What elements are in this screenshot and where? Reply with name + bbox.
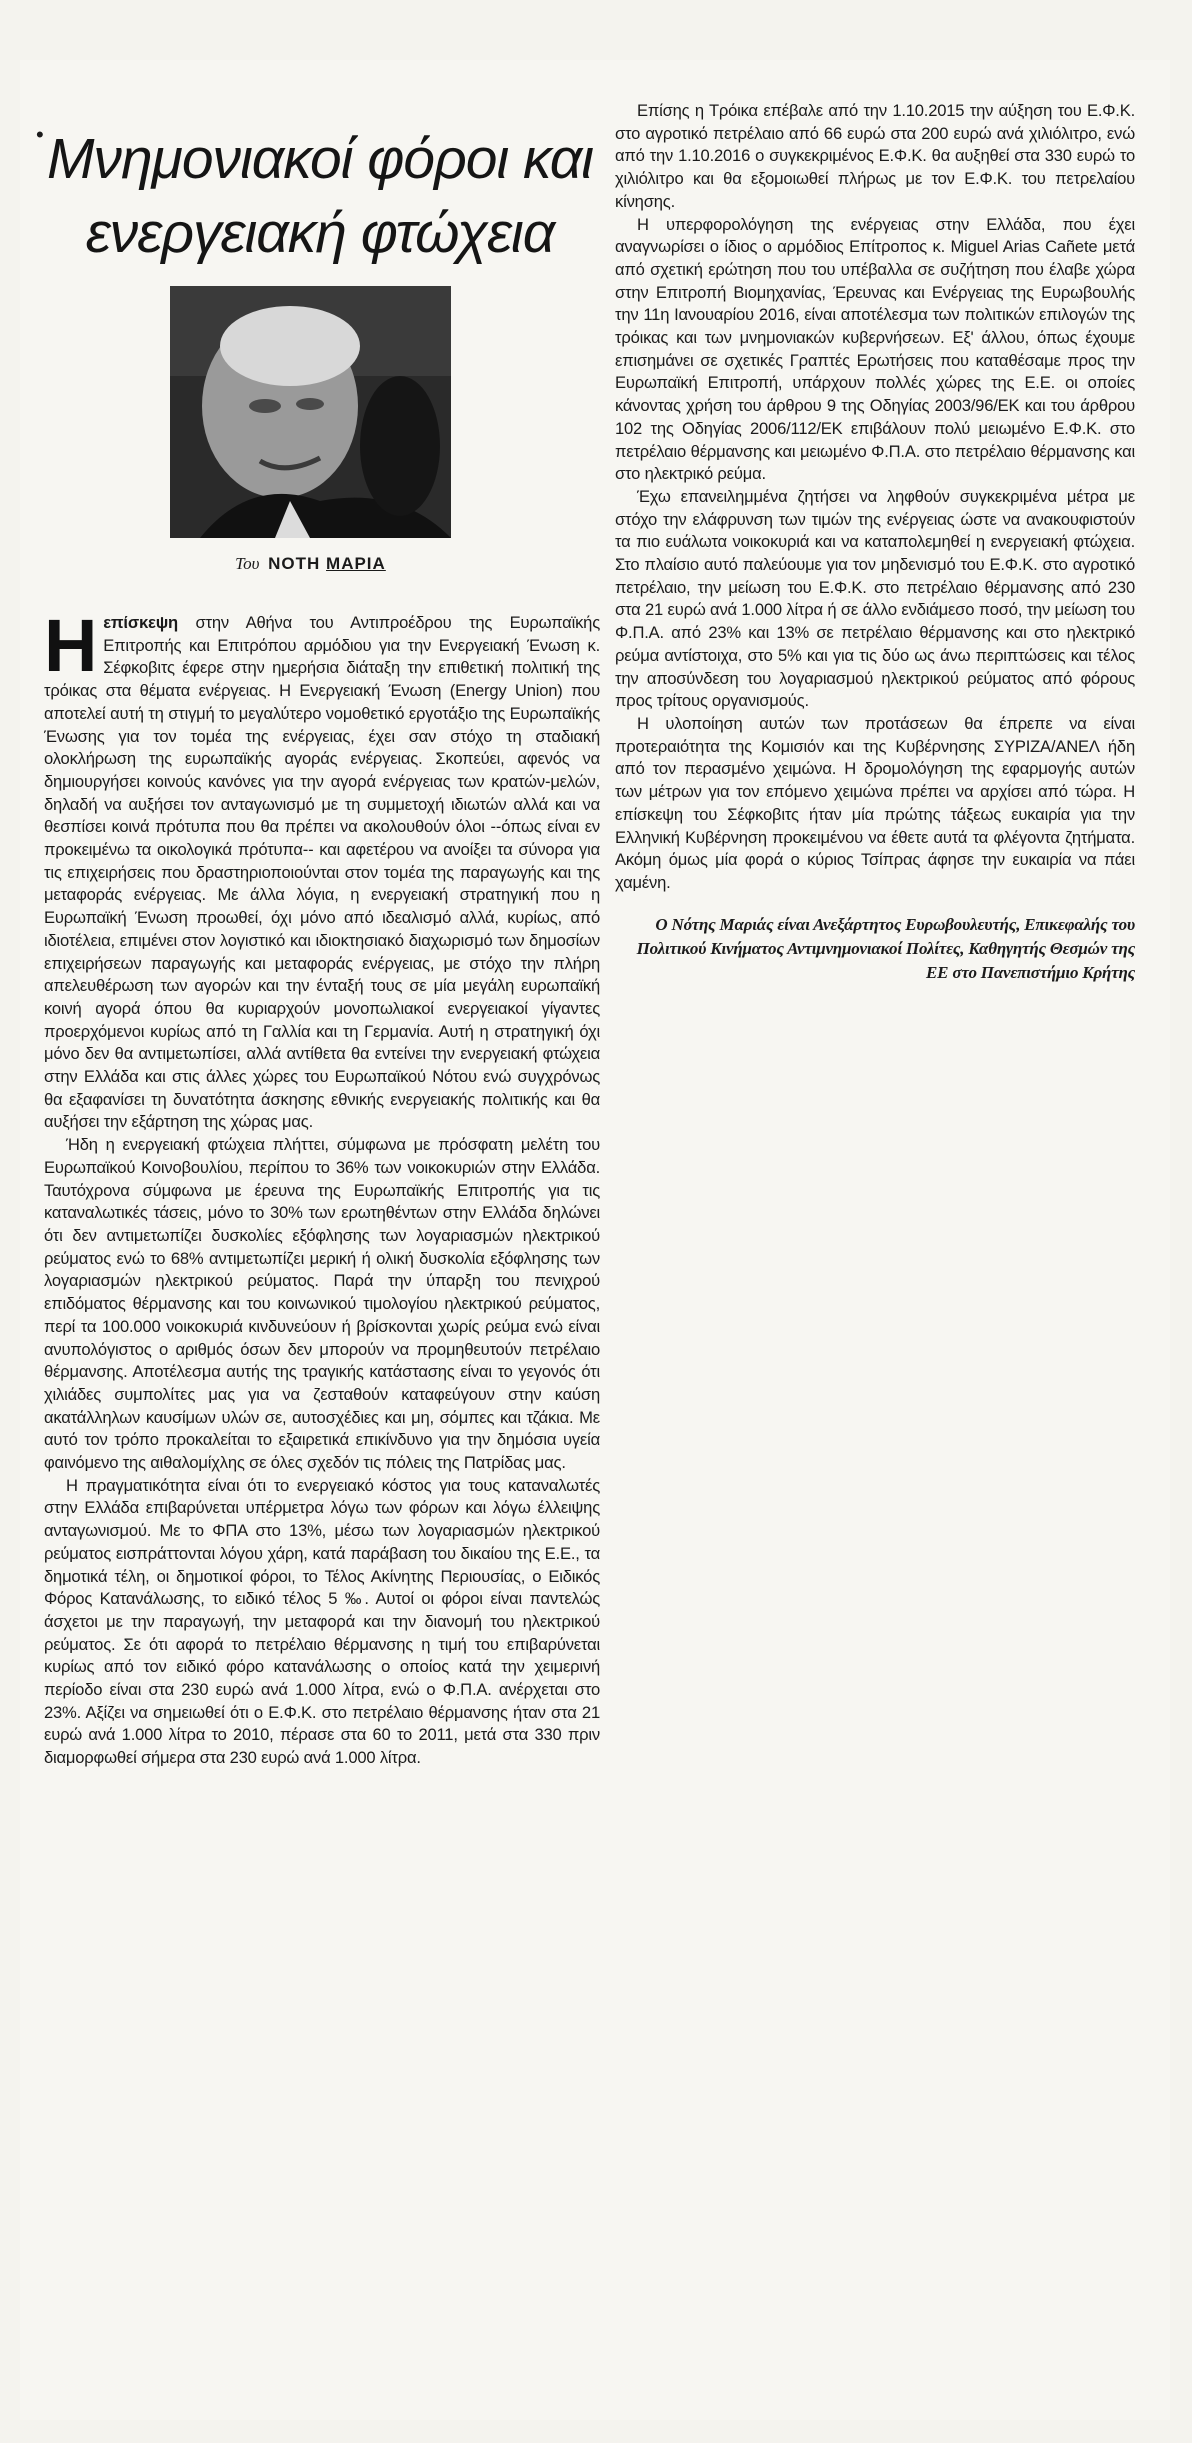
article-body-left xyxy=(44,604,600,1770)
byline-prefix: Του xyxy=(235,554,260,573)
drop-cap: Η xyxy=(44,604,98,687)
paragraph: Επίσης η Τρόικα επέβαλε από την 1.10.2015 την αύξηση του Ε.Φ.Κ. στο αγροτικό πετρέλαιο από 66 ευρώ στα 200 ευρώ ανά χιλιόλιτρο, ενώ από την 1.10.2016 ο συγκεκριμένος Ε.Φ.Κ. θα αυξηθεί στα 330 ευρώ το χιλιόλιτρο και θα εξομοιωθεί πλήρως με τον Ε.Φ.Κ. του πετρελαίου κίνησης. xyxy=(615,101,1135,211)
article-body-right xyxy=(615,100,1135,985)
author-bio: Ο Νότης Μαριάς είναι Ανεξάρτητος Ευρωβουλευτής, Επικεφαλής του Πολιτικού Κινήματος Αντιμνημονιακοί Πολίτες, Καθηγητής Θεσμών της ΕΕ στο Πανεπιστήμιο Κρήτης xyxy=(636,914,1135,982)
paragraph: Έχω επανειλημμένα ζητήσει να ληφθούν συγκεκριμένα μέτρα με στόχο την ελάφρυνση των τιμών της ενέργειας ώστε να ανακουφιστούν τα πιο ευάλωτα νοικοκυριά και να καταπολεμηθεί η ενεργειακή φτώχεια. Στο πλαίσιο αυτό παλεύουμε για τον μηδενισμό του Ε.Φ.Κ. στο αγροτικό πετρέλαιο, την μείωση του Ε.Φ.Κ. στο πετρέλαιο θέρμανσης από 230 στα 21 ευρώ ανά 1.000 λίτρα ή σε άλλο ενδιάμεσο ποσό, την μείωση του Φ.Π.Α. από 23% και 13% σε πετρέλαιο θέρμανσης και στο ηλεκτρικό ρεύμα αντίστοιχα, στο 5% και για τις δύο ως άνω περιπτώσεις και τέλος την αποσύνδεση του λογαριασμού ηλεκτρικού ρεύματος από φόρους προς τρίτους οργανισμούς. xyxy=(615,486,1135,711)
paragraph-text: στην Αθήνα του Αντιπροέδρου της Ευρωπαϊκής Επιτροπής και Επιτρόπου αρμόδιου για την Ενεργειακή Ένωση κ. Σέφκοβιτς έφερε στην ημερήσια διάταξη την επιθετική πολιτική της τρόικας στα θέματα ενέργειας. Η Ενεργειακή Ένωση (Energy Union) που αποτελεί αυτή τη στιγμή το μεγαλύτερο νομοθετικό εργοτάξιο της Ευρωπαϊκής Ένωσης για τον τομέα της ενέργειας, έχει σαν στόχο τη σταδιακή ολοκλήρωση της ευρωπαϊκής αγοράς ενέργειας. Σκοπεύει, αφενός να δημιουργήσει κοινούς κανόνες για την αγορά ενέργειας των κρατών-μελών, δηλαδή να αυξήσει τον ανταγωνισμό με τη συμμετοχή ιδιωτών αλλά και να θεσπίσει κοινά πρότυπα που θα πρέπει να ακολουθούν όλοι --όπως είναι εν προκειμένω τα οικολογικά πρότυπα-- και αφετέρου να ανοίξει τα σύνορα για τις επιχειρήσεις που δραστηριοποιούνται στον τομέα της παραγωγής και της μεταφοράς ενέργειας. Με άλλα λόγια, η ενεργειακή στρατηγική που η Ευρωπαϊκή Ένωση προωθεί, όχι μόνο από ιδεαλισμό αλλά, κυρίως, από ιδιοτέλεια, επιμένει στον λογιστικό και ιδιοκτησιακό διαχωρισμό των δημοσίων επιχειρήσεων παραγωγής και μεταφοράς ενέργειας, με στόχο την πλήρη απελευθέρωση των αγορών και την ένταξή τους σε μία μεγάλη ευρωπαϊκή κοινή αγορά όπου θα κυριαρχούν μονοπωλιακοί ενεργειακοί γίγαντες προερχόμενοι κυρίως από τη Γαλλία και τη Γερμανία. Αυτή η στρατηγική όχι μόνο δεν θα αντιμετωπίσει, αλλά αντίθετα θα εντείνει την ενεργειακή φτώχεια στην Ελλάδα και στις άλλες χώρες του Ευρωπαϊκού Νότου ενώ συγχρόνως θα εξαφανίσει τη δυνατότητα άσκησης εθνικής ενεργειακής πολιτικής και θα αυξήσει την εξάρτηση της χώρας μας. xyxy=(44,613,600,1132)
author-photo xyxy=(170,286,451,538)
bullet-mark: • xyxy=(36,122,44,147)
paragraph: Η υλοποίηση αυτών των προτάσεων θα έπρεπε να είναι προτεραιότητα της Κομισιόν και της Κυβέρνησης ΣΥΡΙΖΑ/ΑΝΕΛ ήδη από τον περασμένο χειμώνα. Η δρομολόγηση της εφαρμογής αυτών των μέτρων για τον επόμενο χειμώνα πρέπει να αρχίσει από τώρα. Η επίσκεψη του Σέφκοβιτς ήταν μία πρώτης τάξεως ευκαιρία για την Ελληνική Κυβέρνηση προκειμένου να έθετε αυτά τα φλέγοντα ζητήματα. Ακόμη όμως μία φορά ο κύριος Τσίπρας άφησε την ευκαιρία να πάει χαμένη. xyxy=(615,713,1135,892)
author-last-name: ΜΑΡΙΑ xyxy=(326,554,386,573)
author-first-name: ΝΟΤΗ xyxy=(268,554,321,573)
author-name xyxy=(268,554,386,573)
paragraph: Ήδη η ενεργειακή φτώχεια πλήττει, σύμφωνα με πρόσφατη μελέτη του Ευρωπαϊκού Κοινοβουλίου, περίπου το 36% των νοικοκυριών στην Ελλάδα. Ταυτόχρονα σύμφωνα με έρευνα της Ευρωπαϊκής Επιτροπής για τις καταναλωτικές τάσεις, μόνο το 30% των ερωτηθέντων στην Ελλάδα δηλώνει ότι δεν αντιμετωπίζει δυσκολίες εξόφλησης των λογαριασμών ηλεκτρικού ρεύματος ενώ το 68% αντιμετωπίζει μερική ή ολική δυσκολία εξόφλησης των λογαριασμών ηλεκτρικού ρεύματος. Παρά την ύπαρξη του πενιχρού επιδόματος θέρμανσης και του κοινωνικού τιμολογίου ηλεκτρικού ρεύματος, περί τα 100.000 νοικοκυριά κινδυνεύουν ή βρίσκονται χωρίς ρεύμα ενώ είναι ανυπολόγιστος ο αριθμός όσων δεν μπορούν να προμηθευτούν πετρέλαιο θέρμανσης. Αποτέλεσμα αυτής της τραγικής κατάστασης είναι το γεγονός ότι χιλιάδες συμπολίτες μας για να ζεσταθούν καταφεύγουν στην καύση ακατάλληλων καυσίμων υλών σε, αυτοσχέδιες και μη, σόμπες και τζάκια. Με αυτό τον τρόπο προκαλείται το εξαιρετικά επικίνδυνο για την δημόσια υγεία φαινόμενο της αιθαλομίχλης σε όλες σχεδόν τις πόλεις της Πατρίδας μας. xyxy=(44,1135,600,1473)
paragraph: Η πραγματικότητα είναι ότι το ενεργειακό κόστος για τους καταναλωτές στην Ελλάδα επιβαρύνεται υπέρμετρα λόγω των φόρων και λόγω έλλειψης ανταγωνισμού. Με το ΦΠΑ στο 13%, μέσω των λογαριασμών ηλεκτρικού ρεύματος εισπράττονται λόγου χάρη, κατά παράβαση του δικαίου της Ε.Ε., τα δημοτικά τέλη, οι δημοτικοί φόροι, το Τέλος Ακίνητης Περιουσίας, ο Ειδικός Φόρος Κατανάλωσης, το ειδικό τέλος 5 ‰. Αυτοί οι φόροι είναι παντελώς άσχετοι με την παραγωγή, την μεταφορά και την διανομή του ηλεκτρικού ρεύματος. Σε ότι αφορά το πετρέλαιο θέρμανσης η τιμή του επιβαρύνεται κυρίως από τον ειδικό φόρο κατανάλωσης ο οποίος κατά την χειμερινή περίοδο είναι στα 230 ευρώ ανά 1.000 λίτρα, ενώ ο Φ.Π.Α. ανέρχεται στο 23%. Αξίζει να σημειωθεί ότι ο Ε.Φ.Κ. στο πετρέλαιο θέρμανσης ήταν στα 21 ευρώ ανά 1.000 λίτρα το 2010, πέρασε στα 60 το 2011, μετά στα 330 πριν διαμορφωθεί σήμερα στα 230 ευρώ ανά 1.000 λίτρα. xyxy=(44,1475,600,1768)
paragraph: Η υπερφορολόγηση της ενέργειας στην Ελλάδα, που έχει αναγνωρίσει ο ίδιος ο αρμόδιος Επίτροπος κ. Miguel Arias Cañete μετά από σχετική ερώτηση που του υπέβαλλα σε συζήτηση που έλαβε χώρα στην Επιτροπή Βιομηχανίας, Έρευνας και Ενέργειας της Ευρωβουλής την 11η Ιανουαρίου 2016, είναι αποτέλεσμα των πολιτικών επιλογών της τρόικας και των μνημονιακών κυβερνήσεων. Εξ' άλλου, όπως έχουμε επισημάνει σε σχετικές Γραπτές Ερωτήσεις που καταθέσαμε προς την Ευρωπαϊκή Επιτροπή, υπάρχουν πολλές χώρες της Ε.Ε. οι οποίες κάνοντας χρήση του άρθρου 9 της Οδηγίας 2003/96/ΕΚ και του άρθρου 102 της Οδηγίας 2006/112/ΕΚ επιβάλουν πολύ μειωμένο Ε.Φ.Κ. στο πετρέλαιο θέρμανσης και μειωμένο Φ.Π.Α. στο πετρέλαιο θέρμανσης και στο ηλεκτρικό ρεύμα. xyxy=(615,214,1135,484)
lead-word: επίσκεψη xyxy=(103,613,178,632)
paragraph xyxy=(44,604,600,1134)
article-title: Μνημονιακοί φόροι και ενεργειακή φτώχεια xyxy=(47,127,593,265)
byline xyxy=(170,554,451,574)
